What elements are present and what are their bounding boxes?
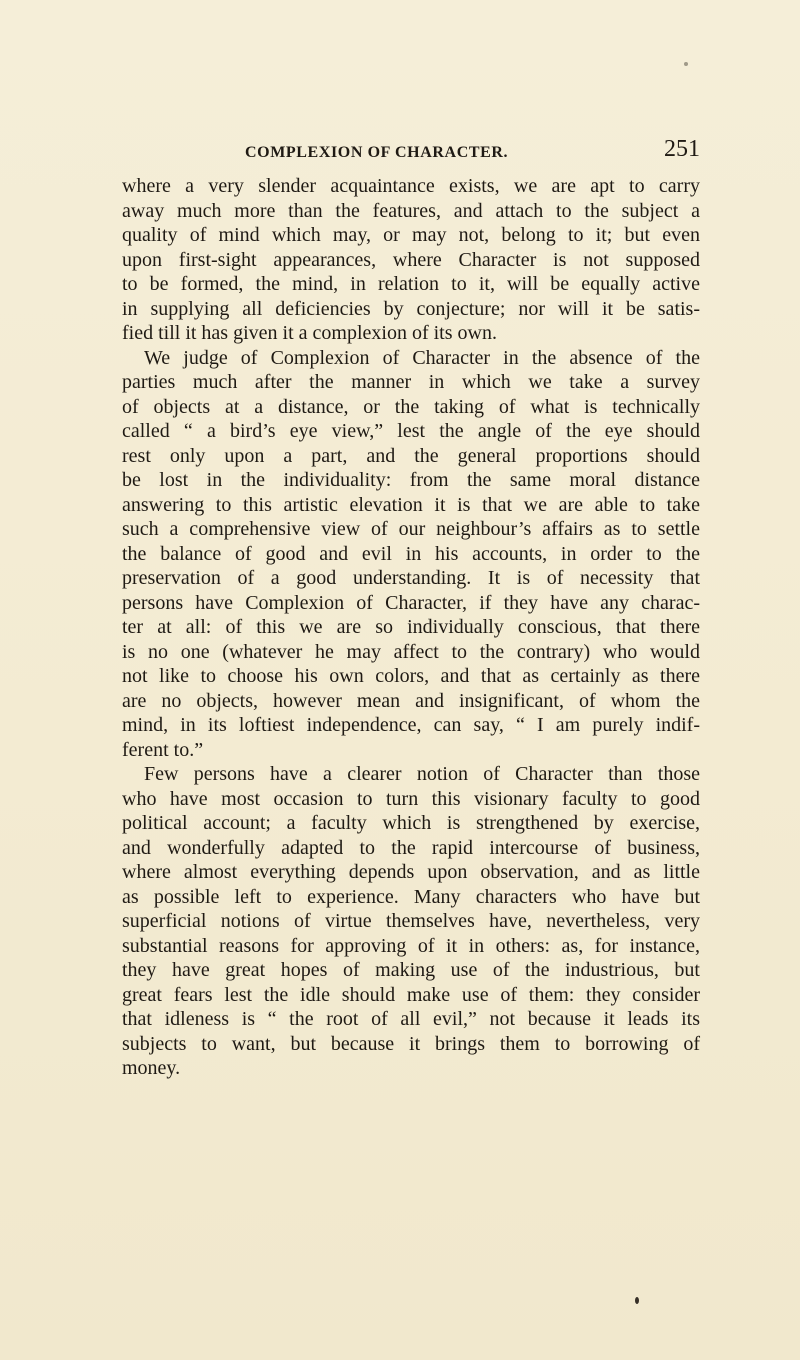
text-line: ferent to.” [122, 738, 204, 761]
page-number: 251 [664, 136, 700, 162]
text-line: as possible left to experience. Many characters who have but [122, 885, 700, 908]
text-line: persons have Complexion of Character, if they have any charac- [122, 591, 700, 614]
text-line: where almost everything depends upon observation, and as little [122, 861, 700, 883]
text-line: be lost in the individuality: from the same moral distance [122, 469, 700, 491]
text-line: who have most occasion to turn this visionary faculty to good [122, 787, 700, 810]
paragraph-3 [122, 762, 700, 1081]
text-line: great fears lest the idle should make use of them: they consider [122, 983, 700, 1006]
text-line: to be formed, the mind, in relation to it, will be equally active [122, 273, 700, 295]
text-line: We judge of Complexion of Character in the absence of the [144, 346, 700, 369]
paragraph-2 [122, 346, 700, 763]
text-line: called “ a bird’s eye view,” lest the angle of the eye should [122, 420, 700, 442]
text-line: Few persons have a clearer notion of Character than those [144, 763, 700, 785]
text-line: of objects at a distance, or the taking of what is technically [122, 395, 700, 418]
text-line: they have great hopes of making use of the industrious, but [122, 959, 700, 981]
paragraph-1 [122, 174, 700, 346]
text-line: rest only upon a part, and the general proportions should [122, 444, 700, 467]
running-title: COMPLEXION OF CHARACTER. [245, 144, 509, 161]
ink-speck [684, 62, 688, 66]
text-line: upon first-sight appearances, where Character is not supposed [122, 248, 700, 271]
ink-speck [635, 1297, 639, 1304]
text-line: quality of mind which may, or may not, belong to it; but even [122, 224, 700, 246]
text-line: fied till it has given it a complexion of its own. [122, 322, 497, 344]
body-text [122, 174, 700, 1081]
text-line: away much more than the features, and attach to the subject a [122, 199, 700, 222]
text-line: political account; a faculty which is strengthened by exercise, [122, 812, 700, 834]
running-head [122, 136, 700, 170]
text-line: money. [122, 1057, 181, 1079]
text-line: superficial notions of virtue themselves have, nevertheless, very [122, 910, 700, 932]
text-line: are no objects, however mean and insignificant, of whom the [122, 689, 700, 712]
text-line: is no one (whatever he may affect to the contrary) who would [122, 640, 700, 663]
text-line: where a very slender acquaintance exists, we are apt to carry [122, 175, 700, 197]
text-line: substantial reasons for approving of it in others: as, for instance, [122, 934, 700, 957]
text-line: subjects to want, but because it brings them to borrowing of [122, 1032, 700, 1055]
text-line: that idleness is “ the root of all evil,” not because it leads its [122, 1008, 700, 1030]
text-line: not like to choose his own colors, and that as certainly as there [122, 665, 700, 687]
text-line: ter at all: of this we are so individually conscious, that there [122, 616, 700, 638]
text-line: preservation of a good understanding. It is of necessity that [122, 567, 700, 589]
text-line: mind, in its loftiest independence, can say, “ I am purely indif- [122, 714, 700, 736]
text-line: the balance of good and evil in his accounts, in order to the [122, 542, 700, 565]
text-line: answering to this artistic elevation it is that we are able to take [122, 493, 700, 516]
text-line: such a comprehensive view of our neighbour’s affairs as to settle [122, 518, 700, 540]
text-line: in supplying all deficiencies by conjecture; nor will it be satis- [122, 297, 700, 320]
text-line: and wonderfully adapted to the rapid intercourse of business, [122, 836, 700, 859]
text-line: parties much after the manner in which we take a survey [122, 371, 700, 393]
